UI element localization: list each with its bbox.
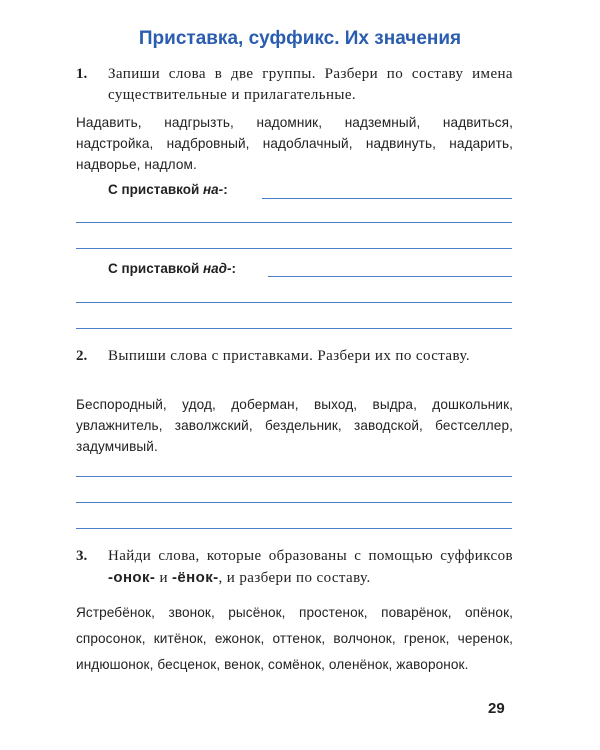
exercise-2-instruction: Выпиши слова с приставками. Разбери их по составу. xyxy=(108,348,470,364)
answer-line[interactable] xyxy=(268,276,512,277)
page-title: Приставка, суффикс. Их значения xyxy=(138,28,462,49)
exercise-1-number: 1. xyxy=(76,66,88,82)
label-na-colon: : xyxy=(223,182,228,197)
instruction-text: , и разбери по составу. xyxy=(218,570,371,586)
answer-line[interactable] xyxy=(76,328,512,329)
label-nad-italic: над- xyxy=(203,261,232,276)
exercise-1-instruction: Запиши слова в две группы. Разбери по составу имена существительные и прилагательные. xyxy=(108,66,513,103)
exercise-2-number: 2. xyxy=(76,348,88,364)
label-nad-prefix xyxy=(108,261,236,276)
answer-line[interactable] xyxy=(76,476,512,477)
label-na-text: С приставкой xyxy=(108,182,204,197)
label-na-italic: на- xyxy=(203,182,224,197)
answer-line[interactable] xyxy=(76,302,512,303)
exercise-2-words: Беспородный, удод, доберман, выход, выдра, дошкольник, увлажнитель, заволжский, бездельник, заводской, бестселлер, задумчивый. xyxy=(76,397,513,454)
answer-line[interactable] xyxy=(76,222,512,223)
label-na-prefix xyxy=(108,182,228,197)
exercise-3-number: 3. xyxy=(76,548,88,564)
exercise-3-instruction xyxy=(108,546,513,589)
label-nad-colon: : xyxy=(231,261,237,276)
exercise-1-words: Надавить, надгрызть, надомник, надземный, надвиться, надстройка, надбровный, надоблачный, надвинуть, надарить, надворье, надлом. xyxy=(76,115,513,172)
answer-line[interactable] xyxy=(262,198,512,199)
answer-line[interactable] xyxy=(76,528,512,529)
instruction-text: и xyxy=(155,570,173,586)
answer-line[interactable] xyxy=(76,502,512,503)
instruction-text: Найди слова, которые образованы с помощью суффиксов xyxy=(108,548,513,564)
exercise-3-words: Ястребёнок, звонок, рысёнок, простенок, поварёнок, опёнок, спросонок, китёнок, ежонок, оттенок, волчонок, гренок, черенок, индюшонок, бесценок, венок, сомёнок, оленёнок, жаворонок. xyxy=(76,605,513,672)
page-number: 29 xyxy=(488,700,505,717)
label-nad-text: С приставкой xyxy=(108,261,204,276)
suffix-onok: -онок- xyxy=(108,569,156,586)
answer-line[interactable] xyxy=(76,248,512,249)
suffix-yonok: -ёнок- xyxy=(172,569,219,586)
